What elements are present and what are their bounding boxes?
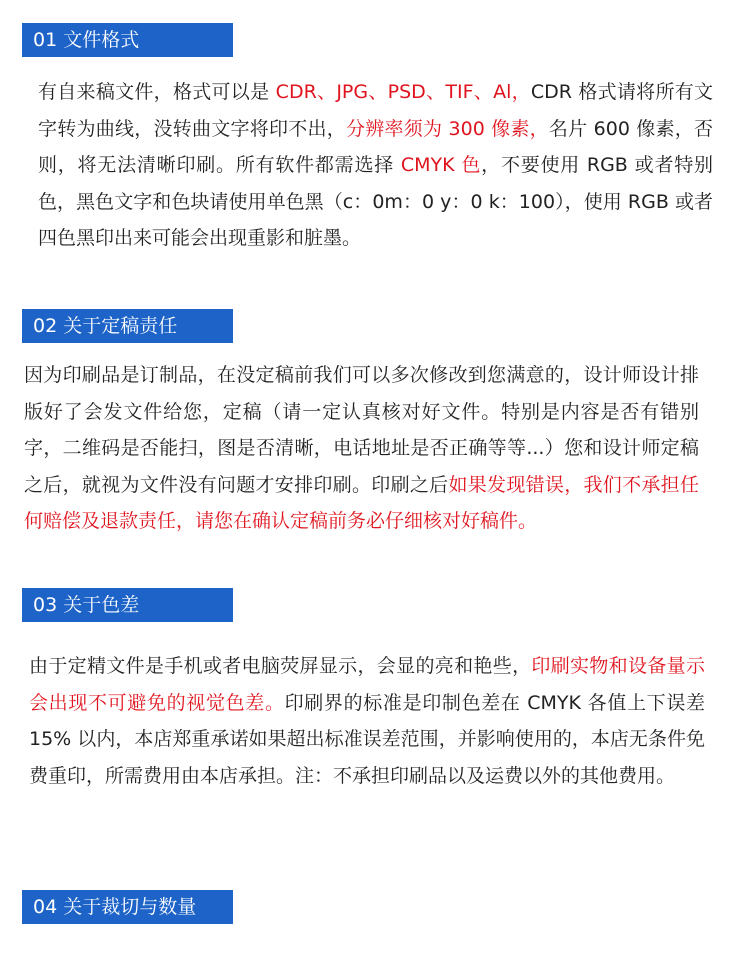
section-body-confirmation-responsibility bbox=[24, 357, 699, 540]
highlight-run: 印刷实物和设备量示会出现不可避免的视觉色差。 bbox=[29, 655, 705, 714]
section-body-color-difference bbox=[29, 648, 705, 794]
text-run: ，不要使用 RGB 或者特别色，黑色文字和色块请使用单色黑（c：0m：0 y：0 k：100），使用 RGB 或者四色黑印出来可能会出现重影和脏墨。 bbox=[38, 154, 713, 249]
section-header-cutting-quantity: 04 关于裁切与数量 bbox=[22, 890, 233, 924]
highlight-run: 分辨率须为 300 像素， bbox=[346, 117, 549, 140]
text-run: 名片 600 像素，否则，将无法清晰印刷。所有软件都需选择 bbox=[38, 117, 713, 176]
text-run: CDR 格式请将所有文字转为曲线，没转曲文字将印不出， bbox=[38, 81, 713, 140]
highlight-run: CMYK 色 bbox=[400, 154, 482, 176]
section-body-file-format bbox=[38, 74, 713, 257]
highlight-run: CDR、JPG、PSD、TIF、Al， bbox=[275, 81, 531, 103]
section-header-confirmation-responsibility: 02 关于定稿责任 bbox=[22, 309, 233, 343]
text-run: 由于定精文件是手机或者电脑荧屏显示，会显的亮和艳些， bbox=[29, 655, 532, 677]
text-run: 有自来稿文件，格式可以是 bbox=[38, 81, 276, 103]
text-run: 印刷界的标准是印制色差在 CMYK 各值上下误差 15% 以内，本店郑重承诺如果超出标准误差范围，并影响使用的，本店无条件免费重印，所需费用由本店承担。注：不承担印刷品以及运费以外的其他费用。 bbox=[29, 691, 705, 787]
highlight-run: 如果发现错误，我们不承担任何赔偿及退款责任，请您在确认定稿前务必仔细核对好稿件。 bbox=[24, 473, 699, 532]
text-run: 因为印刷品是订制品，在没定稿前我们可以多次修改到您满意的，设计师设计排版好了会发文件给您，定稿（请一定认真核对好文件。特别是内容是否有错别字，二维码是否能扫，图是否清晰，电话地址是否正确等等...）您和设计师定稿之后，就视为文件没有问题才安排印刷。印刷之后 bbox=[24, 364, 699, 496]
section-header-color-difference: 03 关于色差 bbox=[22, 588, 233, 622]
section-header-file-format: 01 文件格式 bbox=[22, 23, 233, 57]
